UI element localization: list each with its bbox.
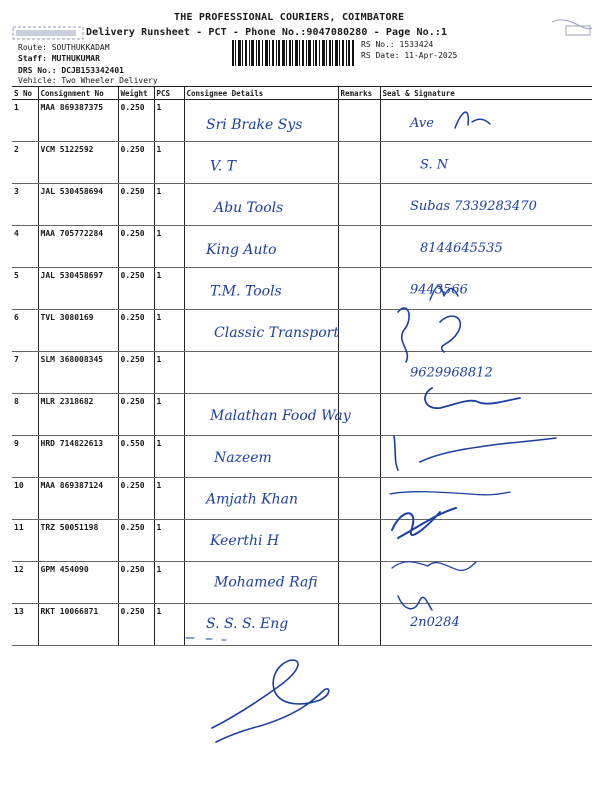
consignee-handwritten-name: Malathan Food Way — [210, 408, 351, 425]
cell-remarks — [338, 436, 380, 478]
table-row — [12, 478, 592, 520]
cell-consignment-no: TVL 3080169 — [38, 310, 118, 352]
cell-consignment-no: MAA 869387375 — [38, 100, 118, 142]
rs-date-line — [361, 51, 457, 60]
table-row — [12, 352, 592, 394]
cell-pcs: 1 — [154, 268, 184, 310]
cell-weight: 0.550 — [118, 436, 154, 478]
cell-remarks — [338, 352, 380, 394]
cell-consignment-no: TRZ 50051198 — [38, 520, 118, 562]
cell-sno: 9 — [12, 436, 38, 478]
table-row — [12, 142, 592, 184]
cell-weight: 0.250 — [118, 184, 154, 226]
cell-sno: 11 — [12, 520, 38, 562]
cell-consignment-no: MAA 869387124 — [38, 478, 118, 520]
table-header-row — [12, 87, 592, 100]
consignee-handwritten-name: Sri Brake Sys — [206, 117, 303, 133]
cell-signature — [380, 352, 592, 394]
table-row — [12, 100, 592, 142]
rs-no-value: 1533424 — [399, 40, 434, 49]
cell-weight: 0.250 — [118, 562, 154, 604]
cell-sno: 6 — [12, 310, 38, 352]
cell-pcs: 1 — [154, 184, 184, 226]
cell-weight: 0.250 — [118, 604, 154, 646]
cell-pcs: 1 — [154, 394, 184, 436]
cell-consignment-no: JAL 530458697 — [38, 268, 118, 310]
cell-consignee — [184, 562, 338, 604]
cell-consignee — [184, 352, 338, 394]
cell-consignment-no: HRD 714822613 — [38, 436, 118, 478]
table-row — [12, 310, 592, 352]
cell-remarks — [338, 394, 380, 436]
rs-date-label: RS Date: — [361, 51, 400, 60]
cell-weight: 0.250 — [118, 226, 154, 268]
consignee-handwritten-name: S. S. S. Eng — [206, 616, 289, 633]
company-name: THE PROFESSIONAL COURIERS, COIMBATORE — [174, 12, 405, 23]
signature-handwritten-text: 9629968812 — [410, 365, 493, 381]
vehicle-value: Two Wheeler Delivery — [61, 76, 158, 85]
cell-weight: 0.250 — [118, 520, 154, 562]
cell-consignment-no: VCM 5122592 — [38, 142, 118, 184]
cell-consignee — [184, 100, 338, 142]
drs-value: DCJB153342401 — [61, 66, 124, 75]
signature-handwritten-text: 8144645535 — [420, 240, 503, 256]
table-row — [12, 562, 592, 604]
cell-remarks — [338, 268, 380, 310]
cell-consignee — [184, 520, 338, 562]
cell-consignee — [184, 604, 338, 646]
staff-line — [18, 54, 100, 63]
col-header-remarks: Remarks — [338, 87, 380, 100]
cell-weight: 0.250 — [118, 478, 154, 520]
cell-sno: 5 — [12, 268, 38, 310]
cell-signature — [380, 394, 592, 436]
route-value: SOUTHUKKADAM — [51, 43, 110, 52]
cell-remarks — [338, 142, 380, 184]
cell-consignee — [184, 478, 338, 520]
cell-signature — [380, 142, 592, 184]
cell-weight: 0.250 — [118, 310, 154, 352]
cell-pcs: 1 — [154, 436, 184, 478]
drs-label: DRS No.: — [18, 66, 57, 75]
col-header-consignment: Consignment No — [38, 87, 118, 100]
signature-handwritten-text: Ave — [410, 116, 434, 131]
rs-no-line — [361, 40, 433, 49]
table-row — [12, 394, 592, 436]
cell-pcs: 1 — [154, 520, 184, 562]
drs-line — [18, 66, 124, 75]
cell-sno: 8 — [12, 394, 38, 436]
cell-pcs: 1 — [154, 478, 184, 520]
cell-consignment-no: MLR 2318682 — [38, 394, 118, 436]
consignee-handwritten-name: Mohamed Rafi — [214, 574, 318, 591]
cell-sno: 7 — [12, 352, 38, 394]
consignee-handwritten-name: T.M. Tools — [210, 283, 282, 300]
cell-consignee — [184, 310, 338, 352]
cell-sno: 3 — [12, 184, 38, 226]
col-header-consignee: Consignee Details — [184, 87, 338, 100]
cell-pcs: 1 — [154, 226, 184, 268]
cell-remarks — [338, 562, 380, 604]
cell-weight: 0.250 — [118, 268, 154, 310]
route-line — [18, 43, 110, 52]
cell-consignee — [184, 184, 338, 226]
cell-remarks — [338, 100, 380, 142]
cell-remarks — [338, 184, 380, 226]
cell-signature — [380, 562, 592, 604]
cell-signature — [380, 436, 592, 478]
cell-remarks — [338, 604, 380, 646]
cell-signature — [380, 226, 592, 268]
consignee-handwritten-name: Keerthi H — [210, 533, 280, 549]
bottom-signature-scribble — [212, 660, 329, 742]
cell-signature — [380, 478, 592, 520]
cell-sno: 1 — [12, 100, 38, 142]
table-row — [12, 226, 592, 268]
barcode — [232, 40, 354, 66]
delivery-table — [12, 86, 592, 646]
cell-sno: 4 — [12, 226, 38, 268]
cell-consignment-no: MAA 705772284 — [38, 226, 118, 268]
cell-weight: 0.250 — [118, 100, 154, 142]
faded-stamp — [12, 26, 84, 40]
cell-remarks — [338, 478, 380, 520]
corner-stamp-mark — [548, 16, 594, 38]
consignee-handwritten-name: Amjath Khan — [206, 491, 299, 508]
cell-pcs: 1 — [154, 352, 184, 394]
cell-sno: 13 — [12, 604, 38, 646]
consignee-handwritten-name: King Auto — [206, 241, 277, 258]
cell-pcs: 1 — [154, 310, 184, 352]
cell-consignee — [184, 226, 338, 268]
table-row — [12, 184, 592, 226]
table-row — [12, 268, 592, 310]
table-row — [12, 520, 592, 562]
cell-weight: 0.250 — [118, 394, 154, 436]
col-header-pcs: PCS — [154, 87, 184, 100]
table-row — [12, 604, 592, 646]
table-row — [12, 436, 592, 478]
rs-date-value: 11-Apr-2025 — [404, 51, 458, 60]
cell-pcs: 1 — [154, 142, 184, 184]
cell-signature — [380, 184, 592, 226]
cell-sno: 12 — [12, 562, 38, 604]
col-header-sno: S No — [12, 87, 38, 100]
signature-handwritten-text: S. N — [420, 157, 449, 173]
cell-sno: 10 — [12, 478, 38, 520]
signature-handwritten-text: 9443566 — [410, 282, 468, 298]
consignee-handwritten-name: Nazeem — [214, 449, 272, 466]
cell-consignment-no: JAL 530458694 — [38, 184, 118, 226]
cell-signature — [380, 520, 592, 562]
signature-handwritten-text: 2n0284 — [410, 615, 460, 631]
signature-handwritten-text: Subas 7339283470 — [410, 199, 537, 215]
staff-label: Staff: — [18, 54, 47, 63]
cell-consignee — [184, 436, 338, 478]
cell-consignee — [184, 394, 338, 436]
cell-signature — [380, 604, 592, 646]
cell-pcs: 1 — [154, 100, 184, 142]
cell-signature — [380, 100, 592, 142]
cell-consignee — [184, 142, 338, 184]
route-label: Route: — [18, 43, 47, 52]
cell-weight: 0.250 — [118, 352, 154, 394]
vehicle-line — [18, 76, 158, 85]
vehicle-label: Vehicle: — [18, 76, 57, 85]
cell-consignment-no: GPM 454090 — [38, 562, 118, 604]
cell-remarks — [338, 310, 380, 352]
consignee-handwritten-name: V. T — [210, 158, 236, 175]
cell-consignment-no: SLM 368008345 — [38, 352, 118, 394]
cell-signature — [380, 310, 592, 352]
cell-signature — [380, 268, 592, 310]
cell-remarks — [338, 226, 380, 268]
staff-value: MUTHUKUMAR — [51, 54, 100, 63]
consignee-handwritten-name: Classic Transport — [214, 325, 339, 341]
runsheet-title: Delivery Runsheet - PCT - Phone No.:9047080280 - Page No.:1 — [86, 27, 448, 38]
cell-sno: 2 — [12, 142, 38, 184]
cell-consignee — [184, 268, 338, 310]
col-header-weight: Weight — [118, 87, 154, 100]
cell-consignment-no: RKT 10066871 — [38, 604, 118, 646]
cell-pcs: 1 — [154, 562, 184, 604]
consignee-handwritten-name: Abu Tools — [214, 200, 284, 217]
cell-weight: 0.250 — [118, 142, 154, 184]
cell-pcs: 1 — [154, 604, 184, 646]
table-body — [12, 100, 592, 646]
cell-remarks — [338, 520, 380, 562]
rs-no-label: RS No.: — [361, 40, 395, 49]
col-header-signature: Seal & Signature — [380, 87, 592, 100]
